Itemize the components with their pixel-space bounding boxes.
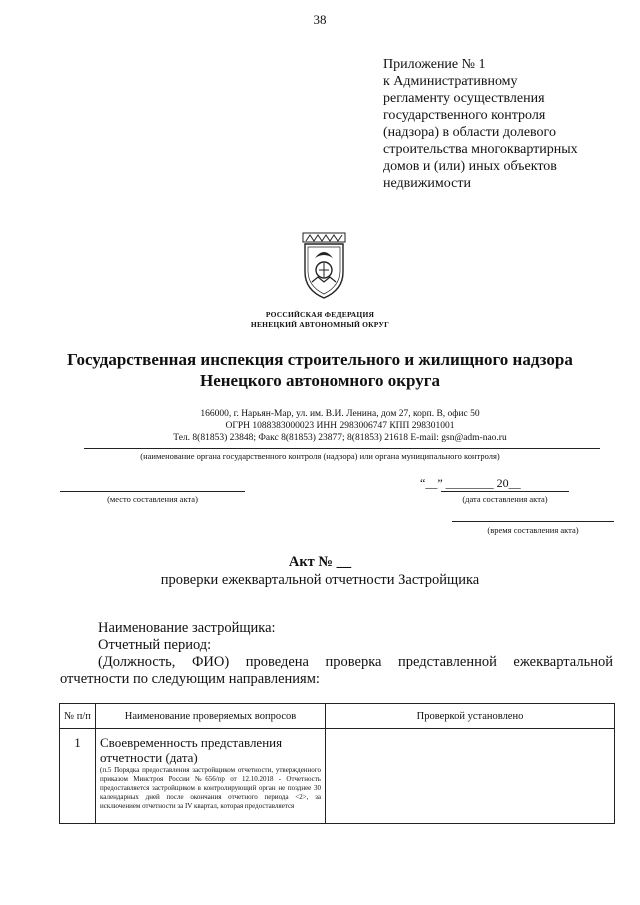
column-header: Наименование проверяемых вопросов — [96, 704, 326, 729]
appendix-line: государственного контроля — [383, 108, 546, 123]
appendix-note — [383, 56, 623, 192]
federation-header — [0, 310, 640, 330]
appendix-line: регламенту осуществления — [383, 91, 545, 106]
question-title: Своевременность представления отчетности (дата) — [100, 735, 283, 765]
checks-table — [59, 703, 615, 824]
table-header-row — [60, 704, 615, 729]
intro-line: отчетности по следующим направлениям: — [60, 671, 320, 687]
developer-label: Наименование застройщика: — [98, 620, 276, 636]
question-cell — [96, 729, 326, 824]
body-text — [60, 620, 613, 688]
time-field-line — [452, 521, 614, 522]
registration-numbers: ОГРН 1088383000023 ИНН 2983006747 КПП 298301001 — [225, 421, 455, 431]
divider — [84, 448, 600, 449]
question-note: (п.5 Порядка предоставления застройщиком отчетности, утвержденного приказом Минстроя России №656/пр от 12.10.2018 - Отчетность предоставляется застройщиком в контролирующий орган не позднее 30 календарных дней после окончания отчетного периода <2>, за исключением отчетности за IV квартал, которая предоставляется — [100, 766, 321, 810]
date-field: “__” ________ 20__ — [420, 476, 521, 490]
place-caption: (место составления акта) — [107, 494, 198, 504]
federation-name: РОССИЙСКАЯ ФЕДЕРАЦИЯ — [265, 310, 375, 319]
appendix-line: недвижимости — [383, 176, 471, 191]
date-caption: (дата составления акта) — [462, 494, 548, 504]
table-row — [60, 729, 615, 824]
appendix-line: Приложение № 1 — [383, 57, 486, 72]
date-field-line — [441, 491, 569, 492]
place-field-line — [60, 491, 245, 492]
address: 166000, г. Нарьян-Мар, ул. им. В.И. Ленина, дом 27, корп. В, офис 50 — [200, 409, 480, 419]
column-header: Проверкой установлено — [326, 704, 615, 729]
contact-block — [100, 408, 580, 444]
okrug-name: НЕНЕЦКИЙ АВТОНОМНЫЙ ОКРУГ — [250, 320, 390, 329]
org-title-line: Ненецкого автономного округа — [199, 371, 441, 390]
appendix-line: строительства многоквартирных — [383, 142, 578, 157]
coat-of-arms-icon — [302, 232, 346, 300]
result-cell — [326, 729, 615, 824]
phones-email: Тел. 8(81853) 23848; Факс 8(81853) 23877; 8(81853) 21618 E-mail: gsn@adm-nao.ru — [173, 433, 507, 443]
column-header: № п/п — [60, 704, 96, 729]
row-number: 1 — [60, 729, 96, 824]
appendix-line: (надзора) в области долевого — [383, 125, 556, 140]
org-title-line: Государственная инспекция строительного и жилищного надзора — [67, 350, 573, 369]
act-title: Акт № __ — [288, 554, 352, 570]
org-caption: (наименование органа государственного контроля (надзора) или органа муниципального контроля) — [140, 451, 500, 461]
time-caption: (время составления акта) — [487, 525, 579, 535]
page-number: 38 — [313, 12, 327, 27]
intro-line: (Должность, ФИО) проведена проверка представленной ежеквартальной — [98, 654, 613, 670]
appendix-line: домов и (или) иных объектов — [383, 159, 557, 174]
act-subtitle: проверки ежеквартальной отчетности Застройщика — [160, 572, 480, 588]
appendix-line: к Административному — [383, 74, 518, 89]
organization-title — [30, 349, 610, 391]
period-label: Отчетный период: — [98, 637, 212, 653]
